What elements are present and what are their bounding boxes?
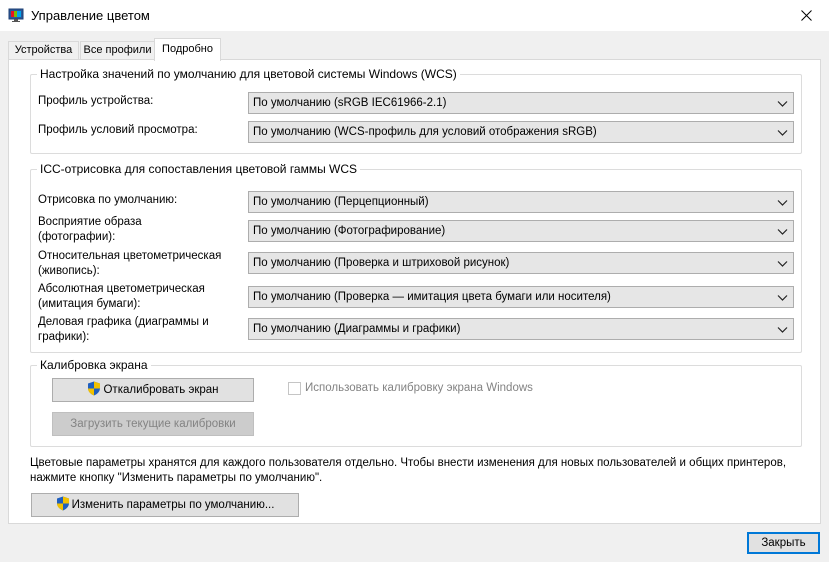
default-rendering-dropdown[interactable] — [248, 191, 794, 213]
calibrate-display-button[interactable] — [52, 378, 254, 402]
shield-icon — [56, 496, 70, 511]
dropdown-value: По умолчанию (WCS-профиль для условий отображения sRGB) — [253, 126, 597, 138]
chevron-down-icon — [777, 258, 788, 269]
chevron-down-icon — [777, 226, 788, 237]
chevron-down-icon — [777, 197, 788, 208]
checkbox-box[interactable] — [288, 382, 301, 395]
dropdown-value: По умолчанию (Перцепционный) — [253, 196, 429, 208]
chevron-down-icon — [777, 98, 788, 109]
absolute-colorimetric-dropdown[interactable] — [248, 286, 794, 308]
tab-devices[interactable]: Устройства — [8, 41, 79, 60]
dropdown-value: По умолчанию (Проверка — имитация цвета бумаги или носителя) — [253, 291, 611, 303]
button-label: Изменить параметры по умолчанию... — [71, 499, 275, 511]
business-graphics-label: Деловая графика (диаграммы и графики): — [38, 316, 209, 343]
device-profile-label: Профиль устройства: — [38, 95, 154, 107]
tab-page-advanced — [8, 59, 821, 524]
chevron-down-icon — [777, 324, 788, 335]
wcs-defaults-group — [30, 67, 802, 154]
button-label: Откалибровать экран — [103, 384, 219, 396]
tab-all-profiles[interactable]: Все профили — [80, 41, 155, 60]
load-calibrations-button[interactable]: Загрузить текущие калибровки — [52, 412, 254, 436]
close-icon — [801, 10, 812, 21]
tab-advanced[interactable]: Подробно — [154, 38, 221, 61]
device-profile-dropdown[interactable] — [248, 92, 794, 114]
viewing-conditions-label: Профиль условий просмотра: — [38, 124, 198, 136]
icc-rendering-group — [30, 162, 802, 353]
chevron-down-icon — [777, 292, 788, 303]
relative-colorimetric-label: Относительная цветометрическая (живопись): — [38, 250, 222, 277]
info-note: Цветовые параметры хранятся для каждого пользователя отдельно. Чтобы внести изменения для новых пользователей и общих принтеров, нажмите кнопку "Изменить параметры по умолчанию". — [30, 457, 787, 484]
title-bar — [0, 0, 829, 31]
dropdown-value: По умолчанию (Диаграммы и графики) — [253, 323, 461, 335]
close-button[interactable]: Закрыть — [747, 532, 820, 554]
checkbox-label: Использовать калибровку экрана Windows — [305, 382, 533, 394]
close-window-button[interactable] — [783, 0, 829, 31]
dropdown-value: По умолчанию (Фотографирование) — [253, 225, 446, 237]
relative-colorimetric-dropdown[interactable] — [248, 252, 794, 274]
shield-icon — [87, 381, 101, 396]
absolute-colorimetric-label: Абсолютная цветометрическая (имитация бумаги): — [38, 283, 205, 310]
chevron-down-icon — [777, 127, 788, 138]
perceptual-dropdown[interactable] — [248, 220, 794, 242]
default-rendering-label: Отрисовка по умолчанию: — [38, 194, 178, 206]
group-title: Калибровка экрана — [37, 358, 151, 372]
perceptual-label: Восприятие образа (фотографии): — [38, 216, 142, 243]
business-graphics-dropdown[interactable] — [248, 318, 794, 340]
dropdown-value: По умолчанию (Проверка и штриховой рисунок) — [253, 257, 510, 269]
dropdown-value: По умолчанию (sRGB IEC61966-2.1) — [253, 97, 447, 109]
window-title: Управление цветом — [31, 8, 150, 23]
monitor-color-icon — [8, 7, 24, 23]
group-title: ICC-отрисовка для сопоставления цветовой гаммы WCS — [37, 162, 360, 176]
viewing-conditions-dropdown[interactable] — [248, 121, 794, 143]
change-defaults-button[interactable] — [31, 493, 299, 517]
group-title: Настройка значений по умолчанию для цветовой системы Windows (WCS) — [37, 67, 460, 81]
